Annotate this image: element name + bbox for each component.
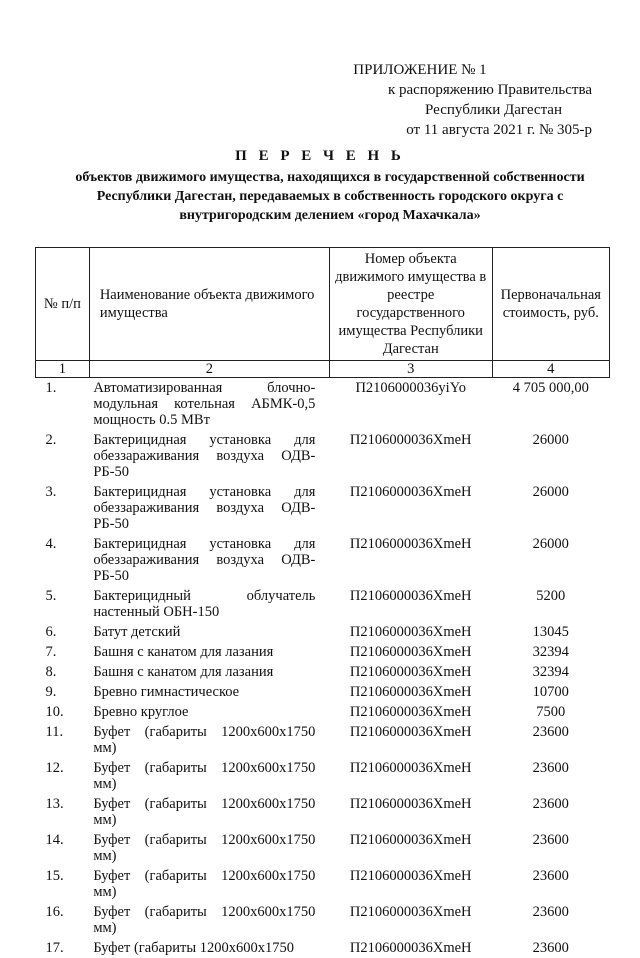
column-number: 4 xyxy=(492,361,609,378)
property-table xyxy=(35,247,610,958)
table-row xyxy=(36,938,610,958)
row-name: Бревно круглое xyxy=(89,702,329,722)
row-cost: 10700 xyxy=(492,682,609,702)
row-registry-number: П2106000036ХmeH xyxy=(329,702,492,722)
appendix-date-number: от 11 августа 2021 г. № 305-р xyxy=(406,120,592,140)
row-registry-number: П2106000036ХmeH xyxy=(329,902,492,938)
table-row xyxy=(36,430,610,482)
row-name: Башня с канатом для лазания xyxy=(89,662,329,682)
column-number: 3 xyxy=(329,361,492,378)
row-cost: 13045 xyxy=(492,622,609,642)
row-name: Башня с канатом для лазания xyxy=(89,642,329,662)
row-registry-number: П2106000036ХmeH xyxy=(329,722,492,758)
row-cost: 26000 xyxy=(492,534,609,586)
column-number: 1 xyxy=(36,361,90,378)
row-number: 8. xyxy=(36,662,90,682)
row-number: 15. xyxy=(36,866,90,902)
row-name: Бактерицидная установка для обеззараживания воздуха ОДВ-РБ-50 xyxy=(89,534,329,586)
row-registry-number: П2106000036ХmeH xyxy=(329,794,492,830)
row-cost: 23600 xyxy=(492,722,609,758)
row-number: 7. xyxy=(36,642,90,662)
header-number: № п/п xyxy=(36,248,90,361)
row-cost: 23600 xyxy=(492,866,609,902)
column-number: 2 xyxy=(89,361,329,378)
row-registry-number: П2106000036ХmeH xyxy=(329,866,492,902)
table-row xyxy=(36,758,610,794)
row-cost: 32394 xyxy=(492,662,609,682)
row-number: 3. xyxy=(36,482,90,534)
table-row xyxy=(36,682,610,702)
row-registry-number: П2106000036ХmeH xyxy=(329,534,492,586)
row-registry-number: П2106000036ХmeH xyxy=(329,622,492,642)
row-name: Бревно гимнастическое xyxy=(89,682,329,702)
table-row xyxy=(36,378,610,431)
row-number: 11. xyxy=(36,722,90,758)
row-cost: 23600 xyxy=(492,794,609,830)
table-row xyxy=(36,722,610,758)
row-name: Бактерицидный облучатель настенный ОБН-150 xyxy=(89,586,329,622)
row-registry-number: П2106000036ХmeH xyxy=(329,662,492,682)
row-number: 16. xyxy=(36,902,90,938)
row-cost: 23600 xyxy=(492,938,609,958)
row-registry-number: П2106000036ХmeH xyxy=(329,430,492,482)
appendix-authority: Республики Дагестан xyxy=(425,100,562,120)
row-cost: 23600 xyxy=(492,830,609,866)
row-registry-number: П2106000036ХmeH xyxy=(329,642,492,662)
row-number: 5. xyxy=(36,586,90,622)
row-number: 4. xyxy=(36,534,90,586)
table-row xyxy=(36,830,610,866)
table-row xyxy=(36,622,610,642)
row-number: 2. xyxy=(36,430,90,482)
row-cost: 26000 xyxy=(492,430,609,482)
row-cost: 7500 xyxy=(492,702,609,722)
table-row xyxy=(36,482,610,534)
row-registry-number: П2106000036уіYo xyxy=(329,378,492,431)
row-registry-number: П2106000036ХmeH xyxy=(329,586,492,622)
document-title: П Е Р Е Ч Е Н Ь xyxy=(0,148,640,165)
row-name: Батут детский xyxy=(89,622,329,642)
row-registry-number: П2106000036ХmeH xyxy=(329,938,492,958)
row-name: Бактерицидная установка для обеззараживания воздуха ОДВ-РБ-50 xyxy=(89,430,329,482)
appendix-reference: к распоряжению Правительства xyxy=(388,80,592,100)
row-number: 1. xyxy=(36,378,90,431)
column-number-row xyxy=(36,361,610,378)
row-number: 12. xyxy=(36,758,90,794)
row-number: 17. xyxy=(36,938,90,958)
row-name: Буфет (габариты 1200х600х1750 мм) xyxy=(89,830,329,866)
row-cost: 23600 xyxy=(492,902,609,938)
table-row xyxy=(36,586,610,622)
header-cost: Первоначальная стоимость, руб. xyxy=(492,248,609,361)
table-row xyxy=(36,642,610,662)
table-row xyxy=(36,702,610,722)
row-name: Автоматизированная блочно-модульная котельная АБМК-0,5 мощность 0.5 МВт xyxy=(89,378,329,431)
row-name: Буфет (габариты 1200х600х1750 мм) xyxy=(89,866,329,902)
document-subtitle: объектов движимого имущества, находящихся в государственной собственности Республики Дагестан, передаваемых в собственность городского округа с внутригородским делением «город Махачкала» xyxy=(70,168,590,225)
table-row xyxy=(36,902,610,938)
table-row xyxy=(36,534,610,586)
row-name: Буфет (габариты 1200х600х1750 мм) xyxy=(89,794,329,830)
row-cost: 26000 xyxy=(492,482,609,534)
row-registry-number: П2106000036ХmeH xyxy=(329,682,492,702)
row-name: Бактерицидная установка для обеззараживания воздуха ОДВ-РБ-50 xyxy=(89,482,329,534)
row-name: Буфет (габариты 1200х600х1750 мм) xyxy=(89,722,329,758)
row-number: 10. xyxy=(36,702,90,722)
table-row xyxy=(36,866,610,902)
row-cost: 23600 xyxy=(492,758,609,794)
row-number: 6. xyxy=(36,622,90,642)
row-registry-number: П2106000036ХmeH xyxy=(329,482,492,534)
table-row xyxy=(36,662,610,682)
table-header-row xyxy=(36,248,610,361)
row-cost: 4 705 000,00 xyxy=(492,378,609,431)
row-name: Буфет (габариты 1200х600х1750 мм) xyxy=(89,902,329,938)
header-registry-number: Номер объекта движимого имущества в реестре государственного имущества Республики Дагестан xyxy=(329,248,492,361)
row-number: 14. xyxy=(36,830,90,866)
row-registry-number: П2106000036ХmeH xyxy=(329,758,492,794)
row-name: Буфет (габариты 1200х600х1750 xyxy=(89,938,329,958)
row-registry-number: П2106000036ХmeH xyxy=(329,830,492,866)
row-number: 13. xyxy=(36,794,90,830)
appendix-title: ПРИЛОЖЕНИЕ № 1 xyxy=(270,60,570,80)
row-name: Буфет (габариты 1200х600х1750 мм) xyxy=(89,758,329,794)
row-number: 9. xyxy=(36,682,90,702)
table-row xyxy=(36,794,610,830)
header-name: Наименование объекта движимого имущества xyxy=(89,248,329,361)
table-body xyxy=(36,378,610,958)
row-cost: 5200 xyxy=(492,586,609,622)
row-cost: 32394 xyxy=(492,642,609,662)
